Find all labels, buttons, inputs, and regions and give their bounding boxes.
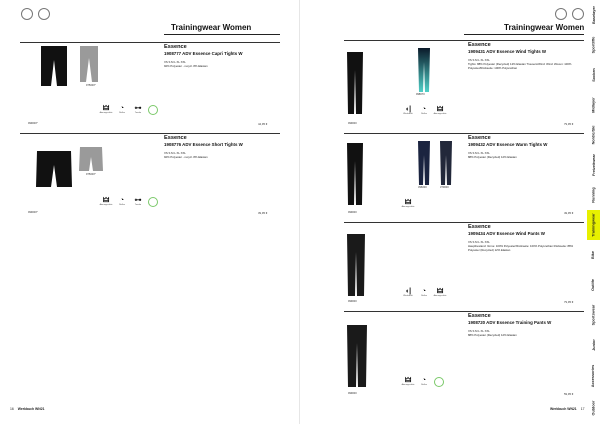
warm-tights-black-image (344, 143, 366, 205)
catalog-name: Werkbuch WN21 (550, 407, 577, 411)
left-footer (10, 407, 48, 411)
color-code: 975000* (86, 84, 96, 87)
product-block (344, 222, 584, 310)
product-price: 49,95 € (564, 211, 574, 215)
product-block (344, 311, 584, 401)
product-brand: Essence (468, 42, 491, 48)
bottom-code: 999000 (348, 392, 357, 395)
tab-sportliffe[interactable]: Sportliffe (587, 30, 600, 60)
reflective-icon: ◔ Reflex (119, 105, 125, 114)
product-price: 79,95 € (564, 122, 574, 126)
product-brand: Essence (164, 44, 187, 50)
reflective-icon: ◔ Reflex (421, 377, 427, 386)
windproof-icon: ◖| Wind-dicht (403, 288, 413, 297)
bottom-code: 999000 (348, 122, 357, 125)
reflective-icon: ◔ Reflex (119, 197, 125, 206)
product-material: 88% Polyester (Recycled) 12% Elastan (468, 333, 517, 337)
warm-tights-dark-image (438, 141, 454, 185)
product-brand: Essence (468, 313, 491, 319)
feature-icons (100, 197, 158, 207)
divider (344, 40, 584, 41)
product-sizes: XS S M L XL XXL (468, 151, 490, 155)
divider (344, 133, 584, 134)
product-price: 79,95 € (564, 300, 574, 304)
circle-icon (555, 8, 567, 20)
tab-baselayer[interactable]: Baselayer (587, 0, 600, 30)
divider (344, 222, 584, 223)
tab-accessories[interactable]: Accessories (587, 360, 600, 392)
color-code: 396000 (418, 186, 427, 189)
product-sizes: XS S M L XL XXL (468, 329, 490, 333)
divider (20, 133, 280, 134)
product-block (20, 133, 280, 218)
tab-trainingwear[interactable]: Trainingwear (587, 210, 600, 240)
wind-tights-teal-image (416, 48, 432, 92)
eco-leaf-icon (148, 105, 158, 115)
product-sizes: XS S M L XL XXL (468, 58, 490, 62)
bottom-code: 999000 (348, 300, 357, 303)
product-sizes: XS S M L XL XXL (164, 151, 186, 155)
title-rule (464, 34, 584, 35)
product-name: 1908720 ADV Essence Training Pants W (468, 320, 552, 325)
bottom-code: 999000 (348, 211, 357, 214)
tab-midlayer[interactable]: Midlayer (587, 90, 600, 120)
product-price: 59,95 € (564, 392, 574, 396)
product-material: Hauptbestand: Vorne: 100% Polyester/Rückseite: 100% Polyurethan Rückseite: 88% Polyester (Recycled) 12% Elastan (468, 244, 574, 252)
feature-icons (402, 288, 446, 297)
product-sizes: XS S M L XL XXL (468, 240, 490, 244)
capri-tights-black-image (35, 46, 73, 86)
wind-pants-black-image (344, 234, 368, 296)
color-code: 370000 (440, 186, 449, 189)
product-brand: Essence (164, 135, 187, 141)
eco-leaf-icon (148, 197, 158, 207)
bottom-code: 999000* (28, 211, 38, 214)
right-footer (546, 407, 584, 411)
eco-leaf-icon (434, 377, 444, 387)
tab-sportswear[interactable]: Sportswear (587, 300, 600, 330)
page-number: 16 (10, 407, 14, 411)
breathable-icon: 🜲 Atmungs-aktiv (433, 106, 447, 115)
breathable-icon: 🜲 Atmungs-aktiv (433, 288, 447, 297)
circle-icon (21, 8, 33, 20)
feature-icons (402, 377, 444, 387)
breathable-icon: 🜲 Atmungs-aktiv (99, 105, 113, 114)
page-number: 17 (580, 407, 585, 411)
windproof-icon: ◖| Wind-dicht (403, 106, 413, 115)
tab-nordic-ski[interactable]: Nordic/Ski (587, 120, 600, 150)
product-price: 44,95 € (258, 122, 268, 126)
breathable-icon: 🜲 Atmungs-aktiv (99, 197, 113, 206)
product-block (344, 133, 584, 221)
page-title: Trainingwear Women (171, 23, 252, 32)
product-material: 88% Polyester (Recycled) 12% Elastan (468, 155, 517, 159)
product-name: 1909432 ADV Essence Warm Tights W (468, 142, 548, 147)
category-tabs (587, 0, 600, 424)
tab-bike[interactable]: Bike (587, 240, 600, 270)
product-name: 1909431 ADV Essence Wind Tights W (468, 49, 547, 54)
tab-socken[interactable]: Socken (587, 60, 600, 90)
product-block (20, 42, 280, 132)
divider (344, 311, 584, 312)
pocket-icon: ⊶ Tasche (134, 197, 142, 206)
product-material: Tights: 88% Polyester (Recycled) 12% Elastan Trousers/Wind: Wind: Woven: 100% Polyester/Rückseite: 100% Polyurethan (468, 62, 572, 70)
short-tights-black-image (33, 151, 75, 191)
tab-outdoor[interactable]: Outdoor (587, 392, 600, 424)
capri-tights-grey-image (78, 46, 100, 82)
breathable-icon: 🜲 Atmungs-aktiv (401, 377, 415, 386)
product-material: 92% Polyester - recycl. 8% Elastan (164, 64, 208, 68)
pocket-icon: ⊶ Tasche (134, 105, 142, 114)
circle-icon (38, 8, 50, 20)
product-brand: Essence (468, 224, 491, 230)
short-tights-grey-image (78, 147, 104, 173)
breathable-icon: 🜲 Atmungs-aktiv (401, 199, 415, 208)
tab-running[interactable]: Running (587, 180, 600, 210)
title-rule (164, 34, 280, 35)
color-code: 998670 (416, 93, 425, 96)
feature-icons (402, 106, 446, 115)
product-block (344, 40, 584, 132)
feature-icons (100, 105, 158, 115)
tab-outlife[interactable]: Outlife (587, 270, 600, 300)
catalog-name: Werkbuch WN21 (17, 407, 45, 411)
circle-icon (572, 8, 584, 20)
training-pants-black-image (344, 325, 370, 387)
product-material: 92% Polyester - recycl. 8% Elastan (164, 155, 208, 159)
product-sizes: XS S M L XL XXL (164, 60, 186, 64)
reflective-icon: ◔ Reflex (421, 288, 427, 297)
tab-junior[interactable]: Junior (587, 330, 600, 360)
page-title: Trainingwear Women (504, 23, 585, 32)
product-name: 1909434 ADV Essence Wind Pants W (468, 231, 545, 236)
feature-icons (402, 199, 414, 208)
tab-freizeitwear[interactable]: Freizeitwear (587, 150, 600, 180)
warm-tights-navy-image (416, 141, 432, 185)
wind-tights-black-image (344, 52, 366, 114)
divider (20, 42, 280, 43)
color-code: 975000* (86, 173, 96, 176)
product-brand: Essence (468, 135, 491, 141)
reflective-icon: ◔ Reflex (421, 106, 427, 115)
bottom-code: 999000* (28, 122, 38, 125)
product-name: 1908777 ADV Essence Capri Tights W (164, 51, 243, 56)
right-page (300, 0, 600, 424)
product-name: 1908776 ADV Essence Short Tights W (164, 142, 243, 147)
product-price: 39,95 € (258, 211, 268, 215)
